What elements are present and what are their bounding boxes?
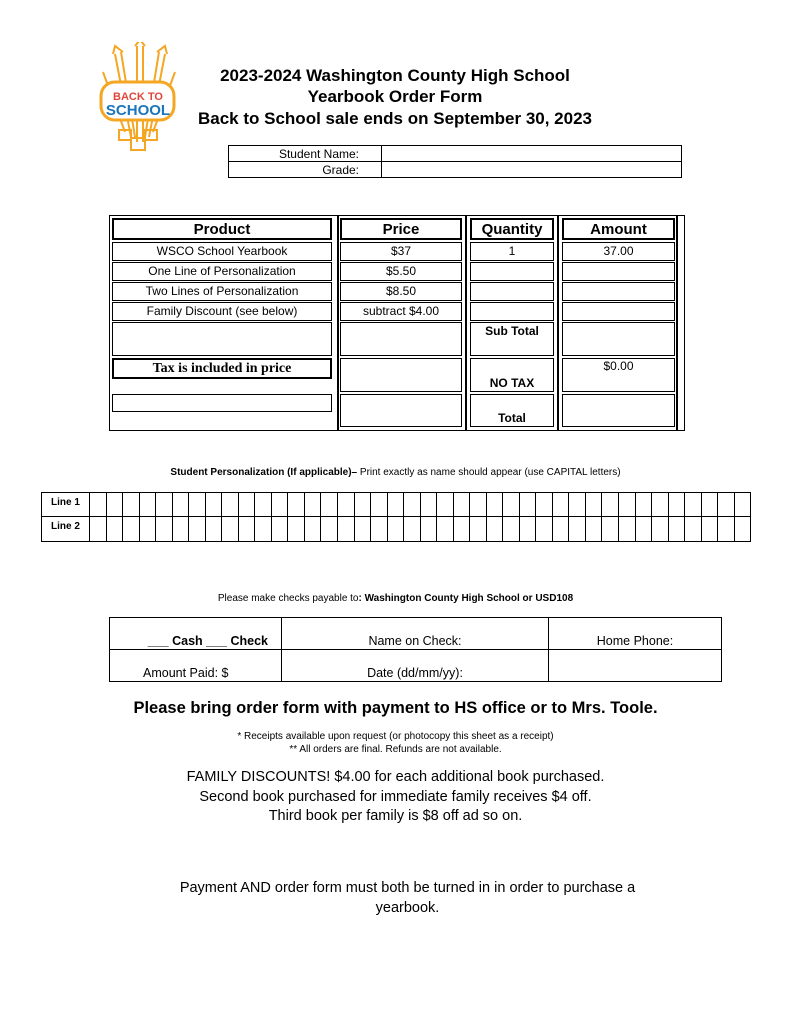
letter-box[interactable] <box>569 517 586 541</box>
letter-box[interactable] <box>338 493 355 516</box>
student-info-table <box>228 145 682 178</box>
header-quantity: Quantity <box>470 218 554 240</box>
row-4-amount[interactable] <box>562 302 675 321</box>
student-name-field[interactable] <box>382 146 682 162</box>
letter-box[interactable] <box>404 493 421 516</box>
subtotal-amount[interactable] <box>562 322 675 356</box>
letter-box[interactable] <box>222 517 239 541</box>
checks-payable-text: Please make checks payable to <box>217 593 359 604</box>
letter-box[interactable] <box>421 493 438 516</box>
letter-box[interactable] <box>189 493 206 516</box>
letter-box[interactable] <box>156 493 173 516</box>
line-1-label: Line 1 <box>42 493 90 516</box>
total-label: Total <box>470 394 554 427</box>
final-note: ** All orders are final. Refunds are not available. <box>289 744 502 755</box>
letter-box[interactable] <box>437 493 454 516</box>
logo-text-school: SCHOOL <box>105 102 171 119</box>
letter-box[interactable] <box>487 517 504 541</box>
divider <box>337 216 339 430</box>
letter-box[interactable] <box>338 517 355 541</box>
header-amount: Amount <box>562 218 675 240</box>
header-product: Product <box>112 218 332 240</box>
subtotal-blank <box>340 322 462 356</box>
row-2-product: One Line of Personalization <box>112 262 332 281</box>
letter-box[interactable] <box>321 517 338 541</box>
letter-box[interactable] <box>437 517 454 541</box>
letter-box[interactable] <box>520 517 537 541</box>
personalization-line-2[interactable] <box>41 516 751 542</box>
letter-box[interactable] <box>636 493 653 516</box>
row-3-amount[interactable] <box>562 282 675 301</box>
letter-box[interactable] <box>272 493 289 516</box>
letter-box[interactable] <box>107 517 124 541</box>
letter-box[interactable] <box>735 517 751 541</box>
letter-box[interactable] <box>321 493 338 516</box>
grade-field[interactable] <box>382 162 682 178</box>
divider <box>676 216 678 430</box>
payment-method[interactable]: ___ Cash ___ Check <box>110 618 282 650</box>
tax-blank <box>340 358 462 392</box>
letter-box[interactable] <box>702 517 719 541</box>
letter-box[interactable] <box>619 493 636 516</box>
amount-paid-label[interactable]: Amount Paid: $ <box>110 650 282 682</box>
letter-box[interactable] <box>173 517 190 541</box>
letter-box[interactable] <box>586 517 603 541</box>
letter-box[interactable] <box>702 493 719 516</box>
subtotal-blank <box>112 322 332 356</box>
total-blank <box>112 394 332 412</box>
product-table <box>109 215 685 431</box>
subtotal-label: Sub Total <box>470 322 554 356</box>
letter-box[interactable] <box>206 493 223 516</box>
letter-box[interactable] <box>553 517 570 541</box>
personalization-heading-bold: Student Personalization (If applicable)– <box>170 467 358 478</box>
letter-box[interactable] <box>305 517 322 541</box>
line-2-label: Line 2 <box>42 517 90 541</box>
row-4-qty[interactable] <box>470 302 554 321</box>
letter-box[interactable] <box>222 493 239 516</box>
no-tax-label: NO TAX <box>470 358 554 392</box>
tax-amount: $0.00 <box>562 358 675 392</box>
total-blank <box>340 394 462 427</box>
letter-box[interactable] <box>586 493 603 516</box>
bring-form-note: Please bring order form with payment to HS office or to Mrs. Toole. <box>133 699 658 717</box>
row-3-product: Two Lines of Personalization <box>112 282 332 301</box>
letter-box[interactable] <box>470 517 487 541</box>
letter-box[interactable] <box>503 493 520 516</box>
letter-box[interactable] <box>619 517 636 541</box>
letter-box[interactable] <box>454 517 471 541</box>
letter-box[interactable] <box>404 517 421 541</box>
letter-box[interactable] <box>421 517 438 541</box>
letter-box[interactable] <box>520 493 537 516</box>
row-1-price: $37 <box>340 242 462 261</box>
title-line-3: Back to School sale ends on September 30, 2023 <box>198 109 592 128</box>
letter-box[interactable] <box>189 517 206 541</box>
letter-box[interactable] <box>569 493 586 516</box>
payment-table <box>109 617 722 682</box>
letter-box[interactable] <box>470 493 487 516</box>
letter-box[interactable] <box>140 493 157 516</box>
row-2-amount[interactable] <box>562 262 675 281</box>
letter-box[interactable] <box>636 517 653 541</box>
letter-box[interactable] <box>272 517 289 541</box>
home-phone-field[interactable] <box>549 650 722 682</box>
letter-box[interactable] <box>718 493 735 516</box>
letter-box[interactable] <box>718 517 735 541</box>
letter-box[interactable] <box>685 493 702 516</box>
family-discount-line-2: Second book purchased for immediate family receives $4 off. <box>199 789 592 805</box>
letter-box[interactable] <box>602 517 619 541</box>
letter-box[interactable] <box>90 517 107 541</box>
total-amount[interactable] <box>562 394 675 427</box>
letter-box[interactable] <box>388 493 405 516</box>
letter-box[interactable] <box>536 493 553 516</box>
row-4-product: Family Discount (see below) <box>112 302 332 321</box>
divider <box>557 216 559 430</box>
row-1-amount[interactable]: 37.00 <box>562 242 675 261</box>
back-to-school-logo <box>95 42 180 157</box>
family-discount-line-3: Third book per family is $8 off ad so on. <box>268 808 523 824</box>
letter-box[interactable] <box>602 493 619 516</box>
personalization-line-1[interactable] <box>41 492 751 517</box>
name-on-check-label[interactable]: Name on Check: <box>282 618 549 650</box>
title-line-2: Yearbook Order Form <box>307 87 483 106</box>
payment-note-line-1: Payment AND order form must both be turned in in order to purchase a <box>179 880 636 896</box>
payment-note-line-2: yearbook. <box>375 900 440 916</box>
student-name-label: Student Name: <box>229 146 382 162</box>
header-price: Price <box>340 218 462 240</box>
letter-box[interactable] <box>156 517 173 541</box>
receipts-note: * Receipts available upon request (or photocopy this sheet as a receipt) <box>237 731 554 742</box>
family-discount-line-1: FAMILY DISCOUNTS! $4.00 for each additional book purchased. <box>186 769 605 785</box>
row-3-price: $8.50 <box>340 282 462 301</box>
letter-box[interactable] <box>123 493 140 516</box>
row-1-product: WSCO School Yearbook <box>112 242 332 261</box>
letter-box[interactable] <box>388 517 405 541</box>
letter-box[interactable] <box>255 517 272 541</box>
letter-box[interactable] <box>140 517 157 541</box>
letter-box[interactable] <box>173 493 190 516</box>
checks-payee: : Washington County High School or USD108 <box>358 593 574 604</box>
letter-box[interactable] <box>239 493 256 516</box>
letter-box[interactable] <box>288 517 305 541</box>
letter-box[interactable] <box>239 517 256 541</box>
letter-box[interactable] <box>503 517 520 541</box>
letter-box[interactable] <box>735 493 751 516</box>
logo-text-back-to: BACK TO <box>113 91 163 103</box>
tax-note: Tax is included in price <box>112 358 332 379</box>
letter-box[interactable] <box>355 493 372 516</box>
date-label[interactable]: Date (dd/mm/yy): <box>282 650 549 682</box>
letter-box[interactable] <box>454 493 471 516</box>
letter-box[interactable] <box>652 517 669 541</box>
letter-box[interactable] <box>206 517 223 541</box>
letter-box[interactable] <box>669 493 686 516</box>
checks-payable <box>0 593 791 604</box>
row-3-qty[interactable] <box>470 282 554 301</box>
row-2-price: $5.50 <box>340 262 462 281</box>
personalization-heading <box>0 467 791 478</box>
letter-box[interactable] <box>553 493 570 516</box>
grade-label: Grade: <box>229 162 382 178</box>
letter-box[interactable] <box>305 493 322 516</box>
letter-box[interactable] <box>123 517 140 541</box>
letter-box[interactable] <box>355 517 372 541</box>
letter-box[interactable] <box>371 517 388 541</box>
letter-box[interactable] <box>536 517 553 541</box>
row-2-qty[interactable] <box>470 262 554 281</box>
home-phone-label[interactable]: Home Phone: <box>549 618 722 650</box>
divider <box>465 216 467 430</box>
title-line-1: 2023-2024 Washington County High School <box>220 66 570 85</box>
letter-box[interactable] <box>107 493 124 516</box>
letter-box[interactable] <box>288 493 305 516</box>
personalization-heading-rest: Print exactly as name should appear (use CAPITAL letters) <box>357 467 621 478</box>
letter-box[interactable] <box>652 493 669 516</box>
letter-box[interactable] <box>487 493 504 516</box>
letter-box[interactable] <box>685 517 702 541</box>
row-1-qty[interactable]: 1 <box>470 242 554 261</box>
letter-box[interactable] <box>371 493 388 516</box>
letter-box[interactable] <box>90 493 107 516</box>
letter-box[interactable] <box>669 517 686 541</box>
row-4-price: subtract $4.00 <box>340 302 462 321</box>
letter-box[interactable] <box>255 493 272 516</box>
